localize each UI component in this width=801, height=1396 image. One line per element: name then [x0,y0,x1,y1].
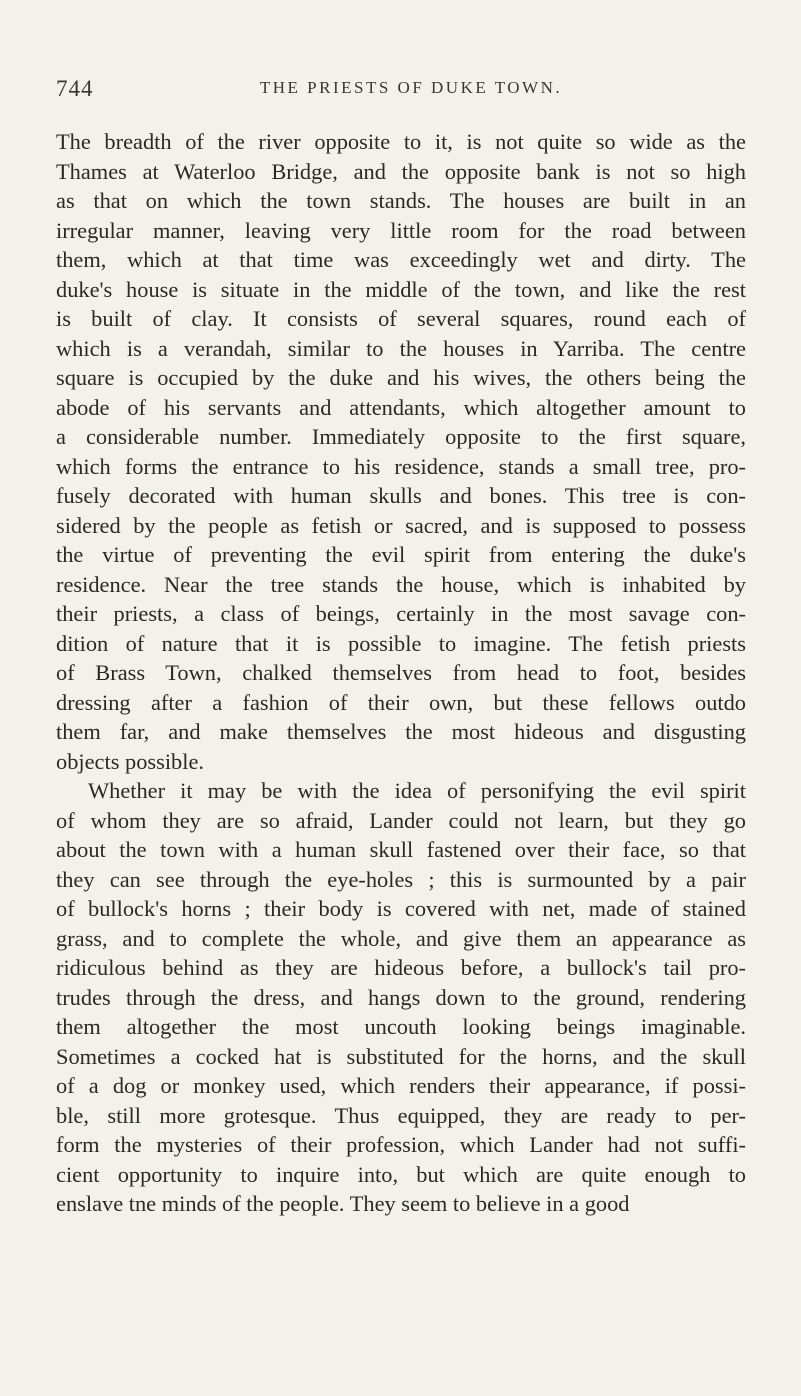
text-line: duke's house is situate in the middle of the town, and like the rest [56,276,746,302]
text-line: them far, and make themselves the most hideous and disgusting [56,719,746,744]
text-line: dressing after a fashion of their own, but these fellows outdo [56,689,746,715]
paragraph-1 [56,127,746,776]
text-line: which forms the entrance to his residence, stands a small tree, pro- [56,453,746,479]
text-line: irregular manner, leaving very little room for the road between [56,217,746,243]
text-line: ridiculous behind as they are hideous before, a bullock's tail pro- [56,955,746,980]
text-line: Whether it may be with the idea of personifying the evil spirit [88,778,746,803]
text-line: abode of his servants and attendants, which altogether amount to [56,394,746,420]
running-head [56,76,746,106]
paragraph-2 [56,776,746,1219]
text-line: fusely decorated with human skulls and bones. This tree is con- [56,483,746,508]
text-line: is built of clay. It consists of several squares, round each of [56,306,746,331]
text-line: form the mysteries of their profession, which Lander had not suffi- [56,1132,746,1157]
text-line: them altogether the most uncouth looking beings imaginable. [56,1014,746,1039]
text-line: Thames at Waterloo Bridge, and the opposite bank is not so high [56,158,746,184]
text-line: Sometimes a cocked hat is substituted for the horns, and the skull [56,1043,746,1069]
text-line: which is a verandah, similar to the houses in Yarriba. The centre [56,335,746,361]
text-line: residence. Near the tree stands the house, which is inhabited by [56,571,746,597]
text-line: trudes through the dress, and hangs down to the ground, rendering [56,984,746,1010]
text-line: sidered by the people as fetish or sacred, and is supposed to possess [56,512,746,538]
text-line: of bullock's horns ; their body is covered with net, made of stained [56,896,746,921]
text-line: square is occupied by the duke and his wives, the others being the [56,365,746,390]
text-line: a considerable number. Immediately opposite to the first square, [56,424,746,449]
running-title: THE PRIESTS OF DUKE TOWN. [259,78,563,97]
text-line: their priests, a class of beings, certainly in the most savage con- [56,601,746,626]
text-line: dition of nature that it is possible to imagine. The fetish priests [56,630,746,656]
text-line: grass, and to complete the whole, and give them an appearance as [56,925,746,951]
text-line: about the town with a human skull fastened over their face, so that [56,837,746,862]
body-text [56,127,746,1219]
text-line: as that on which the town stands. The houses are built in an [56,188,746,213]
text-line: objects possible. [56,748,205,774]
text-line: The breadth of the river opposite to it, is not quite so wide as the [56,129,746,154]
text-line: of whom they are so afraid, Lander could not learn, but they go [56,807,746,833]
text-line: them, which at that time was exceedingly wet and dirty. The [56,247,746,272]
page-number: 744 [56,76,94,101]
text-line: of Brass Town, chalked themselves from head to foot, besides [56,660,746,685]
text-line: the virtue of preventing the evil spirit from entering the duke's [56,542,746,567]
text-line: they can see through the eye-holes ; this is surmounted by a pair [56,866,746,892]
text-line: cient opportunity to inquire into, but which are quite enough to [56,1161,746,1187]
text-line: ble, still more grotesque. Thus equipped, they are ready to per- [56,1102,746,1128]
text-line: of a dog or monkey used, which renders their appearance, if possi- [56,1073,746,1098]
text-line: enslave tne minds of the people. They seem to believe in a good [56,1191,630,1216]
